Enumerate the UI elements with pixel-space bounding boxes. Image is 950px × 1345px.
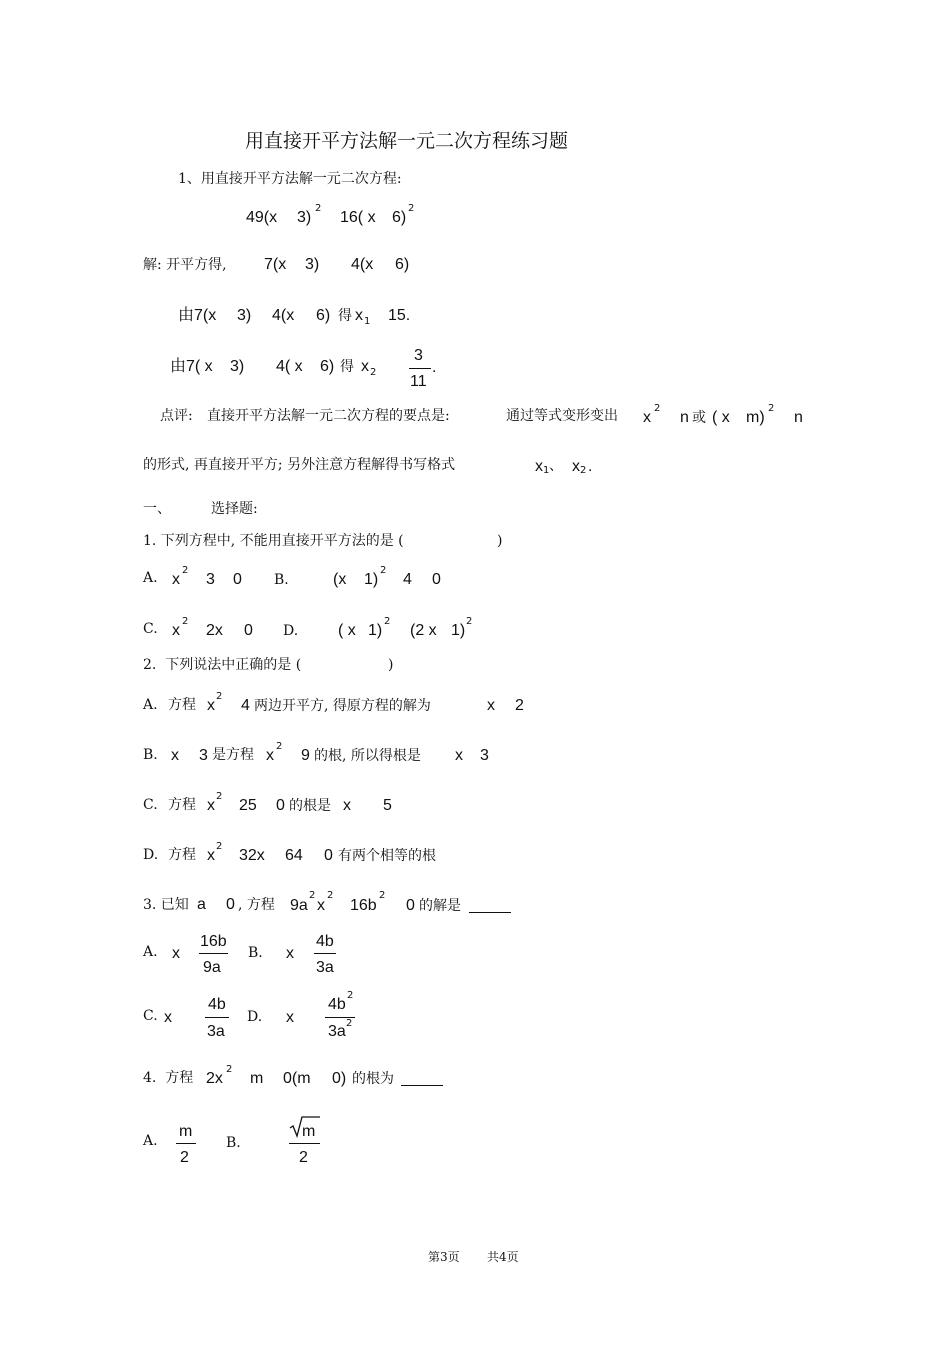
superscript: 2 xyxy=(466,616,473,627)
fraction-denominator: 11 xyxy=(410,373,427,390)
step-part: 3) xyxy=(237,307,252,324)
comment-math: m) xyxy=(746,409,765,426)
eq-part: 3) xyxy=(297,209,312,226)
question-math: 0 xyxy=(406,897,415,914)
fraction-denominator: 9a xyxy=(203,959,221,976)
step-part: 得 xyxy=(340,359,354,375)
eq-part: 49(x xyxy=(246,209,278,226)
option-label: B. xyxy=(143,747,158,763)
comment-text: 、 xyxy=(549,458,563,474)
fraction-bar xyxy=(199,953,228,954)
question-math: 9a xyxy=(290,897,308,914)
fraction-bar xyxy=(176,1143,196,1144)
option-label: A. xyxy=(143,1133,158,1149)
eq-part: 6) xyxy=(395,256,410,273)
option-math: 3 xyxy=(206,571,215,588)
option-math: 0 xyxy=(432,571,441,588)
fraction-bar xyxy=(205,1017,229,1018)
option-math: 2 xyxy=(515,697,524,714)
question-math: m xyxy=(250,1070,264,1087)
question-2-stem: 2. 下列说法中正确的是 ( xyxy=(143,657,302,673)
option-math: x xyxy=(286,945,294,962)
fraction-bar xyxy=(409,368,431,369)
option-label: D. xyxy=(247,1009,263,1025)
option-math: x xyxy=(266,747,274,764)
option-label: C. xyxy=(143,1008,158,1024)
option-math: x xyxy=(207,797,215,814)
page-total: 共4页 xyxy=(487,1250,519,1264)
fraction-numerator: 4b xyxy=(328,996,346,1013)
question-math: 2x xyxy=(206,1070,223,1087)
fraction-denominator: 3a xyxy=(316,959,334,976)
option-math: 64 xyxy=(285,847,303,864)
option-label: B. xyxy=(274,572,289,588)
comment-math: x xyxy=(535,458,543,475)
option-math: 32x xyxy=(239,847,265,864)
superscript: 2 xyxy=(408,203,415,214)
superscript: 2 xyxy=(226,1064,233,1075)
question-math: x xyxy=(317,897,325,914)
question-3-stem: 3. 已知 xyxy=(143,897,189,913)
step-part: x xyxy=(361,358,369,375)
option-text: 方程 xyxy=(168,697,196,713)
step-part: . xyxy=(432,359,437,376)
comment-label: 点评: xyxy=(160,408,193,424)
question-math: 0(m xyxy=(283,1070,311,1087)
option-text: 是方程 xyxy=(212,747,254,763)
comment-math: x xyxy=(643,409,651,426)
superscript: 2 xyxy=(276,741,283,752)
question-text: 的解是 xyxy=(419,898,461,914)
option-math: 5 xyxy=(383,797,392,814)
fraction-numerator: 16b xyxy=(200,933,227,950)
superscript: 2 xyxy=(384,616,391,627)
comment-text: 直接开平方法解一元二次方程的要点是: xyxy=(207,408,450,424)
fraction-denominator: 2 xyxy=(299,1149,308,1166)
step-part: 4( x xyxy=(276,358,303,375)
option-math: x xyxy=(487,697,495,714)
step-part: 由7(x xyxy=(178,307,217,324)
option-math: x xyxy=(207,847,215,864)
question-text: 的根为 xyxy=(352,1071,394,1087)
comment-math: ( x xyxy=(712,409,730,426)
option-math: 1) xyxy=(368,622,383,639)
question-math: 0) xyxy=(332,1070,347,1087)
fraction-denominator: 2 xyxy=(180,1149,189,1166)
option-text: 方程 xyxy=(168,797,196,813)
option-math: ( x xyxy=(338,622,356,639)
superscript: 2 xyxy=(380,565,387,576)
question-1-close: ) xyxy=(497,533,503,549)
option-label: D. xyxy=(143,847,159,863)
step-part: 得 xyxy=(338,308,352,324)
question-math: a xyxy=(197,896,206,913)
option-math: x xyxy=(455,747,463,764)
comment-math: x xyxy=(572,458,580,475)
superscript: 2 xyxy=(347,990,354,1001)
eq-part: 16( x xyxy=(340,209,376,226)
superscript: 2 xyxy=(182,616,189,627)
option-math: 0 xyxy=(233,571,242,588)
option-math: 2x xyxy=(206,622,223,639)
option-label: B. xyxy=(226,1135,241,1151)
eq-part: 4(x xyxy=(351,256,374,273)
option-label: D. xyxy=(283,623,299,639)
option-math: 0 xyxy=(276,797,285,814)
option-text: 方程 xyxy=(168,847,196,863)
eq-part: 3) xyxy=(305,256,320,273)
superscript: 2 xyxy=(768,403,775,414)
option-label: A. xyxy=(143,570,158,586)
option-math: 3 xyxy=(199,747,208,764)
superscript: 2 xyxy=(216,841,223,852)
comment-math: . xyxy=(588,458,593,475)
superscript: 2 xyxy=(654,403,661,414)
superscript: 2 xyxy=(379,890,386,901)
step-part: 由7( x xyxy=(170,358,213,375)
option-label: A. xyxy=(143,697,158,713)
question-4-stem: 4. 方程 xyxy=(143,1070,194,1086)
question-text: , 方程 xyxy=(238,897,275,913)
question-math: 0 xyxy=(226,896,235,913)
fraction-numerator: m xyxy=(302,1123,316,1140)
page-title: 用直接开平方法解一元二次方程练习题 xyxy=(245,130,569,152)
step-part: 15. xyxy=(388,307,411,324)
section-number: 一、 xyxy=(143,501,171,517)
fraction-bar xyxy=(314,953,336,954)
step-part: 6) xyxy=(316,307,331,324)
step-part: 6) xyxy=(320,358,335,375)
option-math: x xyxy=(172,571,180,588)
option-math: 25 xyxy=(239,797,257,814)
solution-label: 解: 开平方得, xyxy=(143,257,227,273)
superscript: 2 xyxy=(327,890,334,901)
step-part: 4(x xyxy=(272,307,295,324)
fraction-denominator: 3a xyxy=(328,1023,346,1040)
superscript: 2 xyxy=(315,203,322,214)
option-math: (2 x xyxy=(410,622,437,639)
option-math: x xyxy=(286,1009,294,1026)
subscript: 2 xyxy=(580,465,587,476)
example-intro: 1、用直接开平方法解一元二次方程: xyxy=(178,171,402,187)
option-math: 4 xyxy=(241,697,250,714)
fraction-denominator: 3a xyxy=(207,1023,225,1040)
step-part: x xyxy=(355,307,363,324)
option-text: 的根是 xyxy=(289,798,331,814)
option-math: x xyxy=(207,697,215,714)
superscript: 2 xyxy=(346,1018,353,1029)
question-math: 16b xyxy=(350,897,377,914)
option-label: C. xyxy=(143,797,158,813)
subscript: 1 xyxy=(364,316,371,327)
option-label: C. xyxy=(143,621,158,637)
step-part: 3) xyxy=(230,358,245,375)
superscript: 2 xyxy=(182,565,189,576)
eq-part: 6) xyxy=(392,209,407,226)
option-math: x xyxy=(172,945,180,962)
superscript: 2 xyxy=(216,791,223,802)
option-label: B. xyxy=(248,945,263,961)
option-math: 0 xyxy=(324,847,333,864)
comment-text: 通过等式变形变出 xyxy=(506,408,618,424)
option-math: x xyxy=(171,747,179,764)
option-text: 的根, 所以得根是 xyxy=(314,748,421,764)
fraction-numerator: m xyxy=(179,1123,193,1140)
superscript: 2 xyxy=(309,890,316,901)
option-math: 9 xyxy=(301,747,310,764)
eq-part: 7(x xyxy=(264,256,287,273)
comment-text: 的形式, 再直接开平方; 另外注意方程解得书写格式 xyxy=(143,457,456,473)
section-title: 选择题: xyxy=(211,501,258,517)
fraction-numerator: 3 xyxy=(414,347,423,364)
option-label: A. xyxy=(143,944,158,960)
answer-blank xyxy=(469,912,511,913)
superscript: 2 xyxy=(216,691,223,702)
option-math: 3 xyxy=(480,747,489,764)
option-math: 4 xyxy=(403,571,412,588)
fraction-numerator: 4b xyxy=(316,933,334,950)
option-math: 0 xyxy=(244,622,253,639)
option-math: 1) xyxy=(451,622,466,639)
option-math: x xyxy=(172,622,180,639)
option-text: 有两个相等的根 xyxy=(338,848,436,864)
option-math: 1) xyxy=(364,571,379,588)
question-1-stem: 1. 下列方程中, 不能用直接开平方法的是 ( xyxy=(143,533,404,549)
comment-math: n xyxy=(794,409,803,426)
question-2-close: ) xyxy=(388,657,394,673)
option-math: (x xyxy=(333,571,347,588)
comment-math: n xyxy=(680,409,689,426)
subscript: 2 xyxy=(370,367,377,378)
option-math: x xyxy=(343,797,351,814)
fraction-numerator: 4b xyxy=(208,996,226,1013)
option-text: 两边开平方, 得原方程的解为 xyxy=(254,698,431,714)
subscript: 1 xyxy=(543,465,550,476)
answer-blank xyxy=(401,1085,443,1086)
comment-text: 或 xyxy=(692,410,706,426)
option-math: x xyxy=(164,1009,172,1026)
page-number: 第3页 xyxy=(428,1250,460,1264)
fraction-bar xyxy=(289,1143,320,1144)
